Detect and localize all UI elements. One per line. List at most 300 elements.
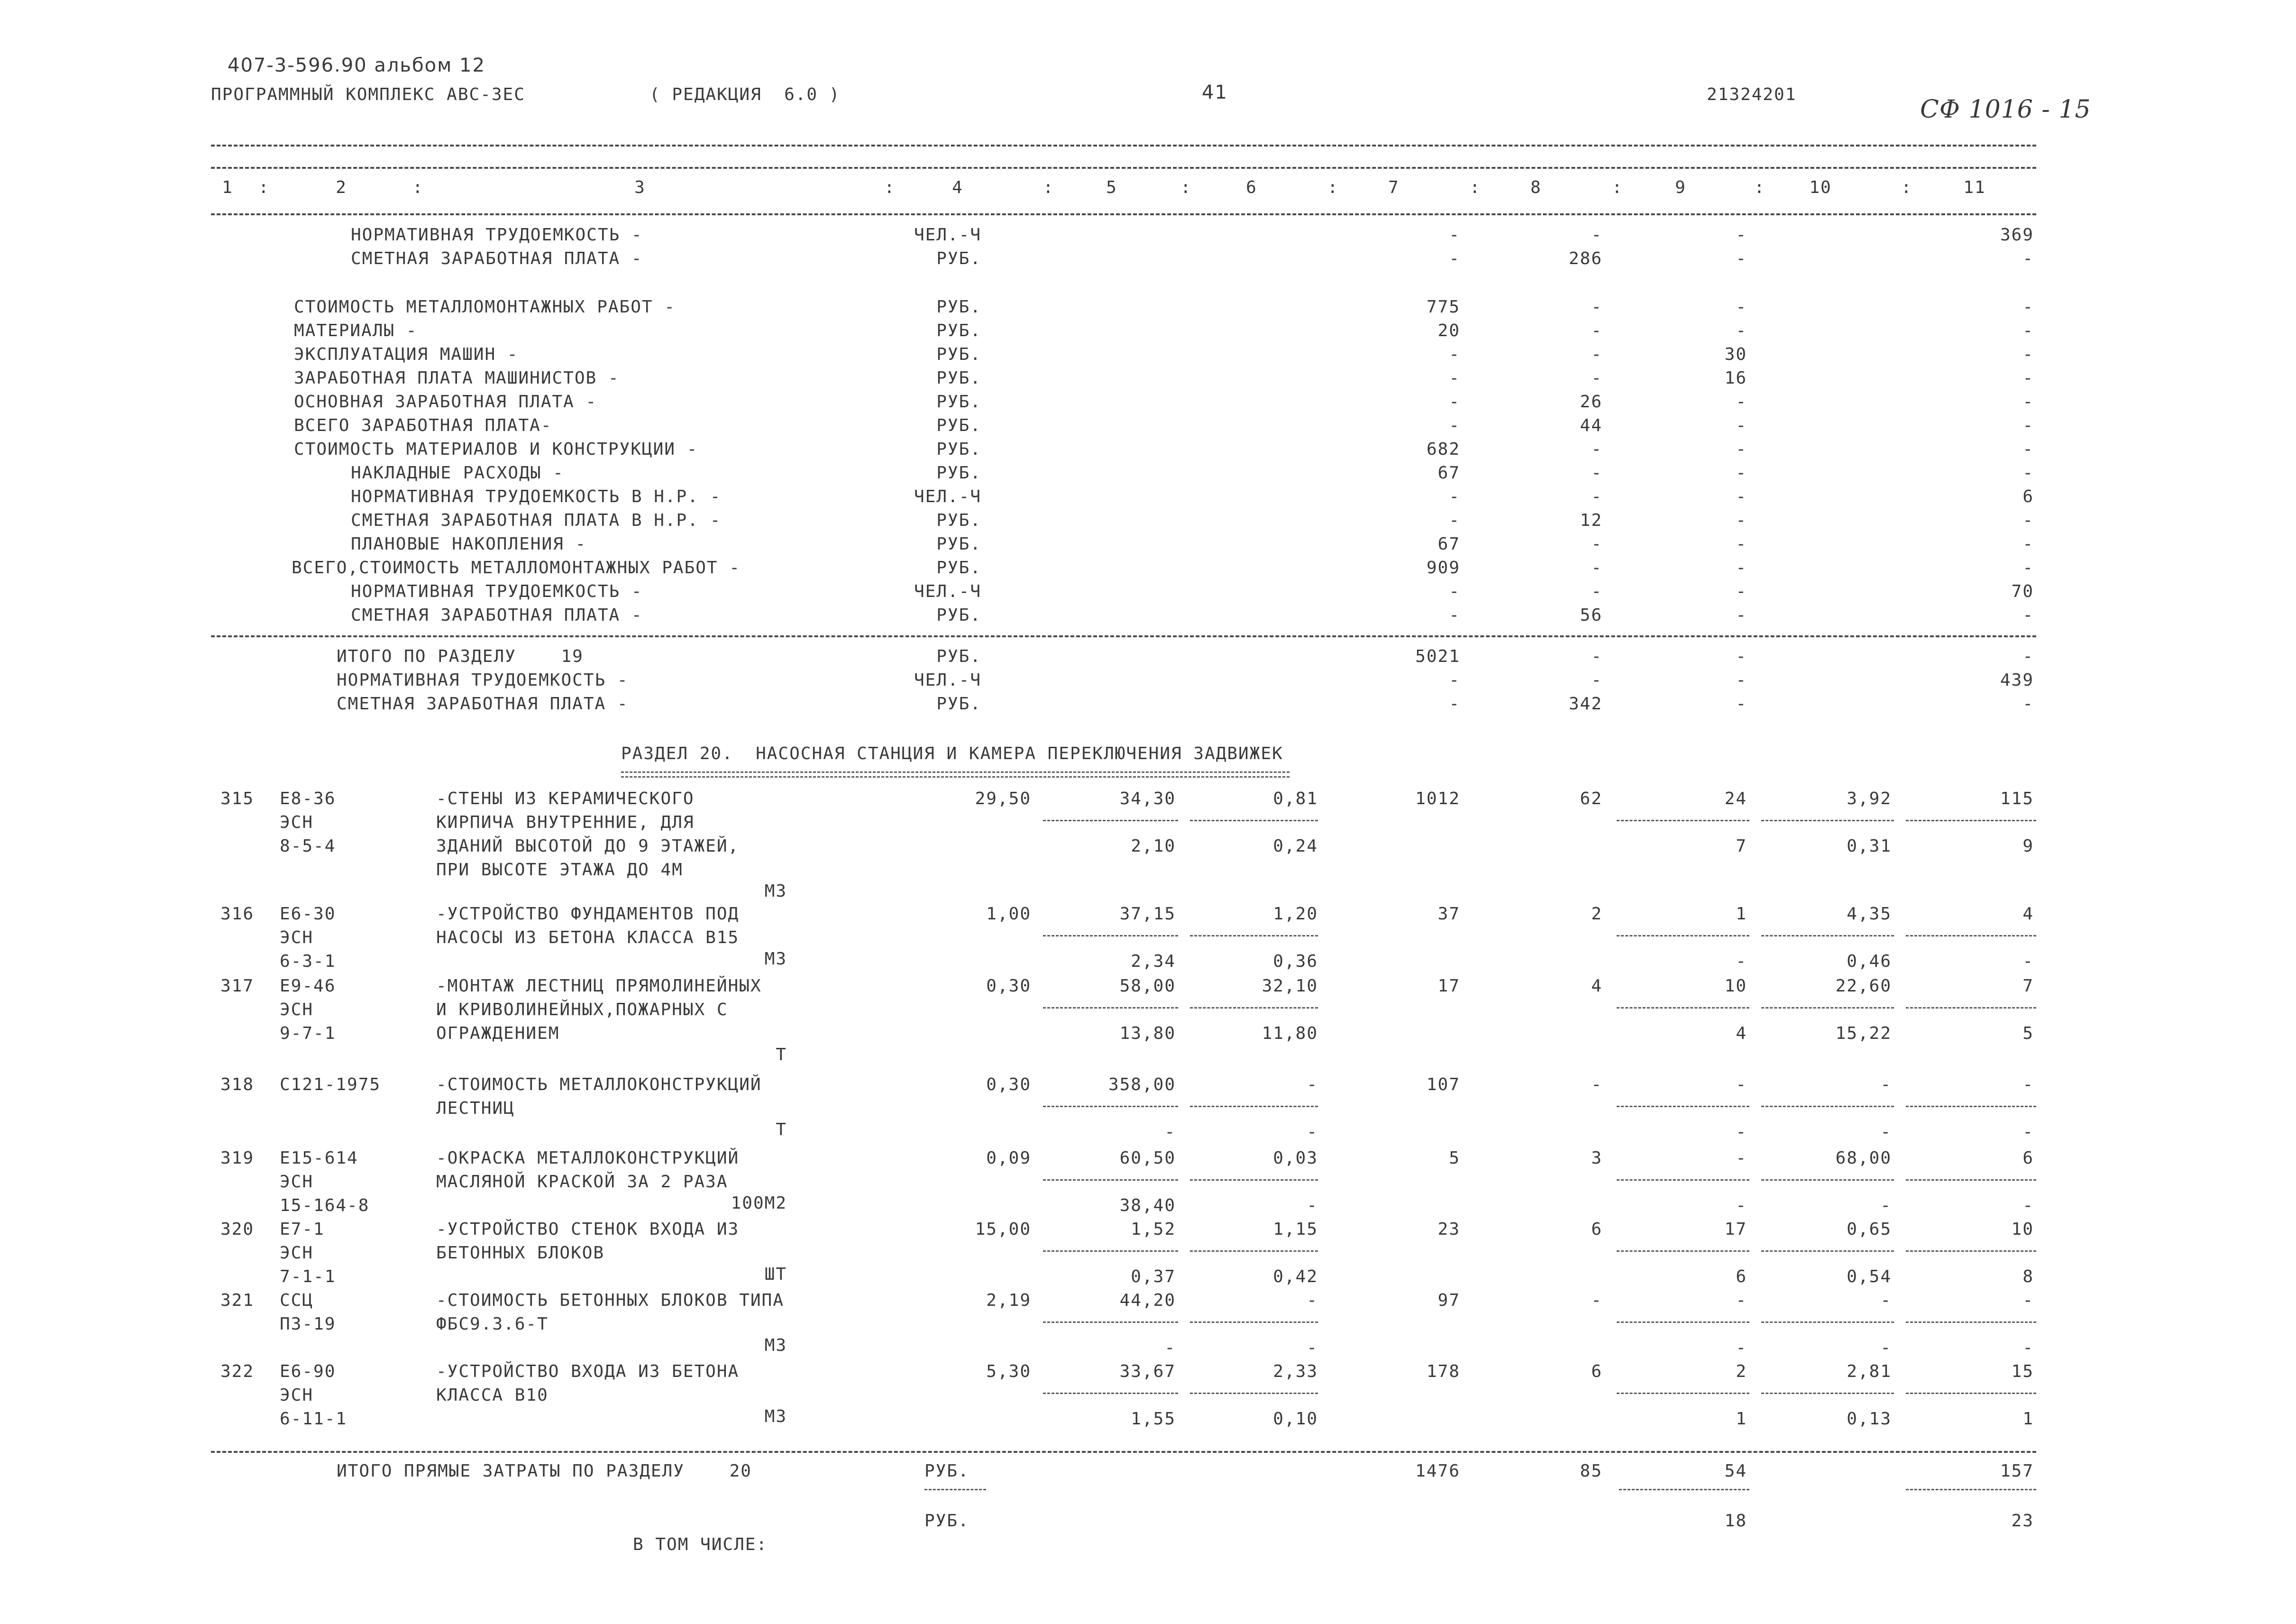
- item-value-c7: 1012: [1415, 789, 1460, 808]
- item-value-c5: 34,30: [1119, 789, 1176, 808]
- summary-value: -: [1591, 534, 1602, 554]
- summary-value: -: [1591, 440, 1602, 459]
- item-code: 6-3-1: [280, 952, 336, 971]
- summary-value: -: [1449, 368, 1460, 388]
- summary-label: НОРМАТИВНАЯ ТРУДОЕМКОСТЬ -: [337, 670, 629, 690]
- item-value-c4: 1,00: [986, 904, 1031, 924]
- column-number: 4: [952, 178, 963, 197]
- item-value-c6-secondary: -: [1307, 1196, 1318, 1215]
- doc-code: 407-3-596.90 альбом 12: [228, 55, 485, 76]
- summary-unit: РУБ.: [936, 297, 981, 317]
- item-value-c8: -: [1591, 1075, 1602, 1094]
- item-number: 320: [220, 1220, 255, 1239]
- summary-value: 682: [1426, 440, 1460, 459]
- section-title-underline-2: [621, 776, 1290, 778]
- item-value-c10-secondary: 0,54: [1847, 1267, 1892, 1286]
- summary-label: ВСЕГО,СТОИМОСТЬ МЕТАЛЛОМОНТАЖНЫХ РАБОТ -: [292, 558, 741, 578]
- item-value-c9-secondary: 7: [1736, 836, 1747, 856]
- item-description: -СТЕНЫ ИЗ КЕРАМИЧЕСКОГО: [436, 789, 695, 808]
- item-description: И КРИВОЛИНЕЙНЫХ,ПОЖАРНЫХ С: [436, 1000, 728, 1019]
- item-unit: Т: [776, 1120, 787, 1139]
- item-description: КИРПИЧА ВНУТРЕННИЕ, ДЛЯ: [436, 813, 695, 832]
- summary-value: -: [1736, 487, 1747, 506]
- item-value-c5-secondary: -: [1164, 1122, 1176, 1142]
- summary-value: 30: [1724, 345, 1747, 364]
- summary-label: ПЛАНОВЫЕ НАКОПЛЕНИЯ -: [351, 534, 587, 554]
- column-separator: :: [1180, 178, 1192, 197]
- item-number: 317: [220, 976, 255, 996]
- item-value-c7: 23: [1437, 1220, 1460, 1239]
- item-value-c9: -: [1736, 1075, 1747, 1094]
- item-value-c10: 4,35: [1847, 904, 1892, 924]
- summary-label: СМЕТНАЯ ЗАРАБОТНАЯ ПЛАТА -: [351, 606, 643, 625]
- column-separator: :: [1612, 178, 1623, 197]
- summary-label: ОСНОВНАЯ ЗАРАБОТНАЯ ПЛАТА -: [294, 392, 597, 412]
- item-subrule: [1906, 1179, 2036, 1181]
- direct-costs-value: 54: [1724, 1461, 1747, 1481]
- item-description: -СТОИМОСТЬ БЕТОННЫХ БЛОКОВ ТИПА: [436, 1291, 784, 1310]
- column-number: 8: [1530, 178, 1542, 197]
- item-subrule: [1190, 1321, 1318, 1323]
- direct-costs-subrule: [1619, 1489, 1749, 1490]
- summary-value: -: [2022, 368, 2034, 388]
- direct-costs-value: 85: [1580, 1461, 1602, 1481]
- item-code: 15-164-8: [280, 1196, 370, 1215]
- summary-value: -: [1736, 297, 1747, 317]
- item-code: Е6-30: [280, 904, 336, 924]
- item-subrule: [1761, 1250, 1894, 1252]
- item-value-c10: 3,92: [1847, 789, 1892, 808]
- summary-label: СТОИМОСТЬ МЕТАЛЛОМОНТАЖНЫХ РАБОТ -: [294, 297, 676, 317]
- program-name: ПРОГРАММНЫЙ КОМПЛЕКС АВС-3ЕС: [211, 85, 525, 104]
- direct-costs-label: ИТОГО ПРЯМЫЕ ЗАТРАТЫ ПО РАЗДЕЛУ 20: [337, 1461, 752, 1481]
- item-subrule: [1617, 1106, 1749, 1107]
- item-description: -ОКРАСКА МЕТАЛЛОКОНСТРУКЦИЙ: [436, 1148, 740, 1168]
- item-value-c7: 107: [1426, 1075, 1460, 1094]
- item-value-c11-secondary: 9: [2022, 836, 2034, 856]
- item-subrule: [1617, 1179, 1749, 1181]
- item-subrule: [1043, 820, 1178, 821]
- item-code: ЭСН: [280, 1243, 314, 1263]
- item-value-c11: 15: [2011, 1362, 2034, 1381]
- summary-value: -: [2022, 297, 2034, 317]
- summary-unit: РУБ.: [936, 249, 981, 268]
- summary-label: СМЕТНАЯ ЗАРАБОТНАЯ ПЛАТА -: [351, 249, 643, 268]
- item-value-c5-secondary: 1,55: [1131, 1409, 1176, 1429]
- summary-value: -: [1591, 463, 1602, 483]
- item-value-c5: 37,15: [1119, 904, 1176, 924]
- item-subrule: [1190, 935, 1318, 936]
- summary-value: -: [2022, 345, 2034, 364]
- item-value-c8: 6: [1591, 1362, 1602, 1381]
- item-value-c7: 37: [1437, 904, 1460, 924]
- item-code: ЭСН: [280, 1172, 314, 1192]
- item-value-c8: -: [1591, 1291, 1602, 1310]
- summary-value: 56: [1580, 606, 1602, 625]
- item-value-c8: 6: [1591, 1220, 1602, 1239]
- summary-value: -: [1449, 392, 1460, 412]
- item-unit: М3: [764, 949, 787, 969]
- summary-unit: ЧЕЛ.-Ч: [914, 487, 981, 506]
- column-separator: :: [412, 178, 424, 197]
- item-description: ОГРАЖДЕНИЕМ: [436, 1024, 560, 1043]
- item-code: ЭСН: [280, 813, 314, 832]
- item-code: 8-5-4: [280, 836, 336, 856]
- item-value-c8: 2: [1591, 904, 1602, 924]
- summary-value: -: [1736, 249, 1747, 268]
- item-subrule: [1043, 1321, 1178, 1323]
- item-description: ПРИ ВЫСОТЕ ЭТАЖА ДО 4М: [436, 860, 683, 880]
- column-separator: :: [1470, 178, 1481, 197]
- page-number: 41: [1202, 82, 1228, 103]
- item-value-c6: -: [1307, 1291, 1318, 1310]
- item-value-c9-secondary: -: [1736, 1338, 1747, 1358]
- item-subrule: [1906, 935, 2036, 936]
- item-value-c11: 115: [2000, 789, 2034, 808]
- item-value-c9-secondary: 6: [1736, 1267, 1747, 1286]
- direct-costs-value: 157: [2000, 1461, 2034, 1481]
- item-code: 6-11-1: [280, 1409, 348, 1429]
- handwritten-mark: СФ 1016 - 15: [1920, 95, 2091, 124]
- item-description: -УСТРОЙСТВО ВХОДА ИЗ БЕТОНА: [436, 1362, 740, 1381]
- item-value-c9: 10: [1724, 976, 1747, 996]
- item-code: ЭСН: [280, 928, 314, 947]
- item-value-c6-secondary: -: [1307, 1122, 1318, 1142]
- item-code: Е9-46: [280, 976, 336, 996]
- summary-label: НОРМАТИВНАЯ ТРУДОЕМКОСТЬ -: [351, 582, 643, 601]
- summary-value: 369: [2000, 225, 2034, 245]
- summary-unit: РУБ.: [936, 558, 981, 578]
- item-value-c5: 1,52: [1131, 1220, 1176, 1239]
- summary-unit: РУБ.: [936, 694, 981, 714]
- edition: ( РЕДАКЦИЯ 6.0 ): [649, 85, 841, 104]
- item-description: -УСТРОЙСТВО СТЕНОК ВХОДА ИЗ: [436, 1220, 740, 1239]
- item-subrule: [1761, 1007, 1894, 1009]
- doc-number: 21324201: [1707, 85, 1797, 104]
- item-value-c4: 0,09: [986, 1148, 1031, 1168]
- item-subrule: [1190, 1179, 1318, 1181]
- summary-unit: РУБ.: [936, 647, 981, 666]
- item-value-c6: 2,33: [1273, 1362, 1318, 1381]
- item-subrule: [1190, 1106, 1318, 1107]
- column-separator: :: [1901, 178, 1912, 197]
- item-subrule: [1043, 1007, 1178, 1009]
- item-subrule: [1617, 1393, 1749, 1394]
- item-value-c11-secondary: -: [2022, 1196, 2034, 1215]
- summary-value: -: [1449, 225, 1460, 245]
- item-code: 7-1-1: [280, 1267, 336, 1286]
- summary-unit: РУБ.: [936, 392, 981, 412]
- summary-unit: РУБ.: [936, 511, 981, 530]
- item-value-c6: 1,20: [1273, 904, 1318, 924]
- item-subrule: [1761, 820, 1894, 821]
- item-description: БЕТОННЫХ БЛОКОВ: [436, 1243, 605, 1263]
- direct-costs-subrule: [924, 1489, 986, 1490]
- item-number: 319: [220, 1148, 255, 1168]
- summary-value: -: [2022, 440, 2034, 459]
- direct-costs-value-2: 23: [2011, 1511, 2034, 1531]
- item-value-c5: 33,67: [1119, 1362, 1176, 1381]
- item-value-c5-secondary: 38,40: [1119, 1196, 1176, 1215]
- item-value-c5-secondary: 13,80: [1119, 1024, 1176, 1043]
- summary-value: -: [2022, 321, 2034, 340]
- item-value-c10-secondary: 0,13: [1847, 1409, 1892, 1429]
- summary-value: -: [1736, 606, 1747, 625]
- item-value-c11-secondary: 8: [2022, 1267, 2034, 1286]
- item-subrule: [1906, 1250, 2036, 1252]
- column-number: 3: [634, 178, 646, 197]
- summary-value: -: [2022, 606, 2034, 625]
- item-value-c11-secondary: 1: [2022, 1409, 2034, 1429]
- item-subrule: [1043, 1179, 1178, 1181]
- summary-value: -: [2022, 511, 2034, 530]
- item-code: С121-1975: [280, 1075, 381, 1094]
- summary-value: -: [1591, 225, 1602, 245]
- summary-label: ЭКСПЛУАТАЦИЯ МАШИН -: [294, 345, 519, 364]
- item-value-c8: 4: [1591, 976, 1602, 996]
- summary-value: -: [1736, 440, 1747, 459]
- item-value-c4: 29,50: [975, 789, 1031, 808]
- item-subrule: [1761, 1106, 1894, 1107]
- item-value-c8: 3: [1591, 1148, 1602, 1168]
- summary-label: МАТЕРИАЛЫ -: [294, 321, 418, 340]
- item-subrule: [1190, 1250, 1318, 1252]
- item-value-c4: 15,00: [975, 1220, 1031, 1239]
- item-code: Е7-1: [280, 1220, 325, 1239]
- summary-unit: РУБ.: [936, 463, 981, 483]
- top-rule-1: [211, 145, 2036, 147]
- item-subrule: [1761, 1321, 1894, 1323]
- summary-unit: ЧЕЛ.-Ч: [914, 225, 981, 245]
- summary-value: -: [1736, 558, 1747, 578]
- column-number: 10: [1809, 178, 1832, 197]
- direct-costs-unit: РУБ.: [924, 1461, 970, 1481]
- summary-value: 439: [2000, 670, 2034, 690]
- summary-label: СМЕТНАЯ ЗАРАБОТНАЯ ПЛАТА -: [337, 694, 629, 714]
- summary-unit: РУБ.: [936, 606, 981, 625]
- item-code: Е8-36: [280, 789, 336, 808]
- item-value-c7: 5: [1449, 1148, 1460, 1168]
- summary-value: -: [1736, 647, 1747, 666]
- item-subrule: [1617, 1250, 1749, 1252]
- item-subrule: [1906, 1007, 2036, 1009]
- item-value-c6-secondary: 0,24: [1273, 836, 1318, 856]
- item-subrule: [1906, 1321, 2036, 1323]
- item-subrule: [1043, 935, 1178, 936]
- item-code: ССЦ: [280, 1291, 314, 1310]
- column-number: 2: [336, 178, 347, 197]
- summary-label: ИТОГО ПО РАЗДЕЛУ 19: [337, 647, 584, 666]
- item-number: 316: [220, 904, 255, 924]
- item-value-c9: 2: [1736, 1362, 1747, 1381]
- item-description: ФБС9.3.6-Т: [436, 1314, 549, 1334]
- item-subrule: [1190, 820, 1318, 821]
- summary-unit: РУБ.: [936, 440, 981, 459]
- summary-value: 909: [1426, 558, 1460, 578]
- summary-value: 67: [1437, 463, 1460, 483]
- summary-value: -: [1591, 297, 1602, 317]
- item-value-c11: -: [2022, 1291, 2034, 1310]
- item-subrule: [1761, 935, 1894, 936]
- summary-value: -: [2022, 558, 2034, 578]
- summary-label: НОРМАТИВНАЯ ТРУДОЕМКОСТЬ В Н.Р. -: [351, 487, 722, 506]
- summary-value: 20: [1437, 321, 1460, 340]
- summary-value: 6: [2022, 487, 2034, 506]
- summary-value: 67: [1437, 534, 1460, 554]
- summary-value: -: [1736, 416, 1747, 435]
- item-value-c10-secondary: -: [1880, 1122, 1892, 1142]
- item-subrule: [1906, 1393, 2036, 1394]
- summary-label: ЗАРАБОТНАЯ ПЛАТА МАШИНИСТОВ -: [294, 368, 620, 388]
- item-code: ЭСН: [280, 1385, 314, 1405]
- summary-value: -: [2022, 416, 2034, 435]
- item-value-c11: 4: [2022, 904, 2034, 924]
- item-value-c5-secondary: -: [1164, 1338, 1176, 1358]
- column-separator: :: [1754, 178, 1765, 197]
- summary-value: -: [1591, 670, 1602, 690]
- item-value-c10-secondary: -: [1880, 1338, 1892, 1358]
- summary-label: СМЕТНАЯ ЗАРАБОТНАЯ ПЛАТА В Н.Р. -: [351, 511, 722, 530]
- summary-unit: РУБ.: [936, 345, 981, 364]
- item-value-c9: 24: [1724, 789, 1747, 808]
- including-label: В ТОМ ЧИСЛЕ:: [633, 1535, 768, 1554]
- item-value-c5-secondary: 0,37: [1131, 1267, 1176, 1286]
- summary-unit: ЧЕЛ.-Ч: [914, 670, 981, 690]
- item-value-c10-secondary: 15,22: [1835, 1024, 1892, 1043]
- item-value-c4: 0,30: [986, 976, 1031, 996]
- item-value-c10: 2,81: [1847, 1362, 1892, 1381]
- summary-value: 70: [2011, 582, 2034, 601]
- item-value-c9-secondary: -: [1736, 1122, 1747, 1142]
- summary-value: -: [1736, 463, 1747, 483]
- item-description: ЛЕСТНИЦ: [436, 1099, 515, 1118]
- item-description: -МОНТАЖ ЛЕСТНИЦ ПРЯМОЛИНЕЙНЫХ: [436, 976, 762, 996]
- summary-value: -: [1736, 582, 1747, 601]
- column-separator: :: [1327, 178, 1339, 197]
- item-number: 321: [220, 1291, 255, 1310]
- summary-unit: РУБ.: [936, 416, 981, 435]
- summary-value: 16: [1724, 368, 1747, 388]
- summary-value: -: [1449, 670, 1460, 690]
- item-code: Е15-614: [280, 1148, 358, 1168]
- item-value-c9-secondary: 1: [1736, 1409, 1747, 1429]
- summary-value: -: [1449, 249, 1460, 268]
- item-value-c5-secondary: 2,10: [1131, 836, 1176, 856]
- item-value-c7: 17: [1437, 976, 1460, 996]
- summary-value: -: [2022, 694, 2034, 714]
- summary-value: -: [2022, 463, 2034, 483]
- column-number: 6: [1246, 178, 1257, 197]
- summary-value: -: [2022, 534, 2034, 554]
- item-value-c10: 68,00: [1835, 1148, 1892, 1168]
- item-code: Е6-90: [280, 1362, 336, 1381]
- item-value-c10: 0,65: [1847, 1220, 1892, 1239]
- item-unit: М3: [764, 881, 787, 901]
- summary-label: ВСЕГО ЗАРАБОТНАЯ ПЛАТА-: [294, 416, 552, 435]
- item-subrule: [1761, 1179, 1894, 1181]
- summary-value: -: [1449, 582, 1460, 601]
- item-subrule: [1617, 935, 1749, 936]
- item-description: КЛАССА В10: [436, 1385, 549, 1405]
- summary-unit: ЧЕЛ.-Ч: [914, 582, 981, 601]
- summary-value: -: [1591, 345, 1602, 364]
- item-subrule: [1906, 1106, 2036, 1107]
- column-number: 5: [1106, 178, 1117, 197]
- item-value-c5: 358,00: [1108, 1075, 1176, 1094]
- item-number: 315: [220, 789, 255, 808]
- item-subrule: [1190, 1393, 1318, 1394]
- summary-value: -: [1591, 368, 1602, 388]
- item-value-c10: -: [1880, 1075, 1892, 1094]
- item-value-c10: -: [1880, 1291, 1892, 1310]
- header-bottom-rule: [211, 213, 2036, 215]
- column-separator: :: [258, 178, 270, 197]
- item-description: -УСТРОЙСТВО ФУНДАМЕНТОВ ПОД: [436, 904, 740, 924]
- item-subrule: [1761, 1393, 1894, 1394]
- item-value-c11: 10: [2011, 1220, 2034, 1239]
- item-subrule: [1043, 1393, 1178, 1394]
- summary-value: -: [1591, 558, 1602, 578]
- item-value-c8: 62: [1580, 789, 1602, 808]
- summary-value: -: [1449, 606, 1460, 625]
- item-value-c11-secondary: -: [2022, 952, 2034, 971]
- item-value-c4: 5,30: [986, 1362, 1031, 1381]
- summary-value: 286: [1568, 249, 1602, 268]
- summary-value: -: [2022, 392, 2034, 412]
- summary-value: -: [1736, 670, 1747, 690]
- item-value-c6-secondary: 11,80: [1262, 1024, 1318, 1043]
- item-value-c6: -: [1307, 1075, 1318, 1094]
- item-subrule: [1043, 1106, 1178, 1107]
- summary-value: -: [1736, 392, 1747, 412]
- item-value-c6-secondary: 0,42: [1273, 1267, 1318, 1286]
- summary-value: 12: [1580, 511, 1602, 530]
- item-unit: 100М2: [731, 1193, 787, 1213]
- direct-costs-subrule: [1906, 1489, 2036, 1490]
- summary-value: 775: [1426, 297, 1460, 317]
- item-value-c5-secondary: 2,34: [1131, 952, 1176, 971]
- summary-value: 5021: [1415, 647, 1460, 666]
- item-value-c6: 1,15: [1273, 1220, 1318, 1239]
- summary-value: -: [1449, 345, 1460, 364]
- column-number: 11: [1963, 178, 1986, 197]
- item-value-c11: 6: [2022, 1148, 2034, 1168]
- direct-costs-unit-2: РУБ.: [924, 1511, 970, 1531]
- item-value-c6: 0,81: [1273, 789, 1318, 808]
- column-number: 1: [222, 178, 233, 197]
- direct-costs-rule: [211, 1451, 2036, 1453]
- item-unit: Т: [776, 1045, 787, 1064]
- summary-unit: РУБ.: [936, 321, 981, 340]
- item-value-c9: 17: [1724, 1220, 1747, 1239]
- item-value-c10: 22,60: [1835, 976, 1892, 996]
- item-value-c5: 58,00: [1119, 976, 1176, 996]
- item-value-c6: 0,03: [1273, 1148, 1318, 1168]
- item-subrule: [1043, 1250, 1178, 1252]
- summary-value: -: [1449, 694, 1460, 714]
- top-rule-2: [211, 167, 2036, 169]
- item-value-c10-secondary: 0,31: [1847, 836, 1892, 856]
- item-description: -СТОИМОСТЬ МЕТАЛЛОКОНСТРУКЦИЙ: [436, 1075, 762, 1094]
- item-value-c11-secondary: 5: [2022, 1024, 2034, 1043]
- summary-value: -: [1736, 511, 1747, 530]
- item-subrule: [1906, 820, 2036, 821]
- item-value-c11-secondary: -: [2022, 1338, 2034, 1358]
- column-separator: :: [1043, 178, 1054, 197]
- item-value-c9: -: [1736, 1291, 1747, 1310]
- summary-value: -: [1736, 321, 1747, 340]
- item-value-c4: 0,30: [986, 1075, 1031, 1094]
